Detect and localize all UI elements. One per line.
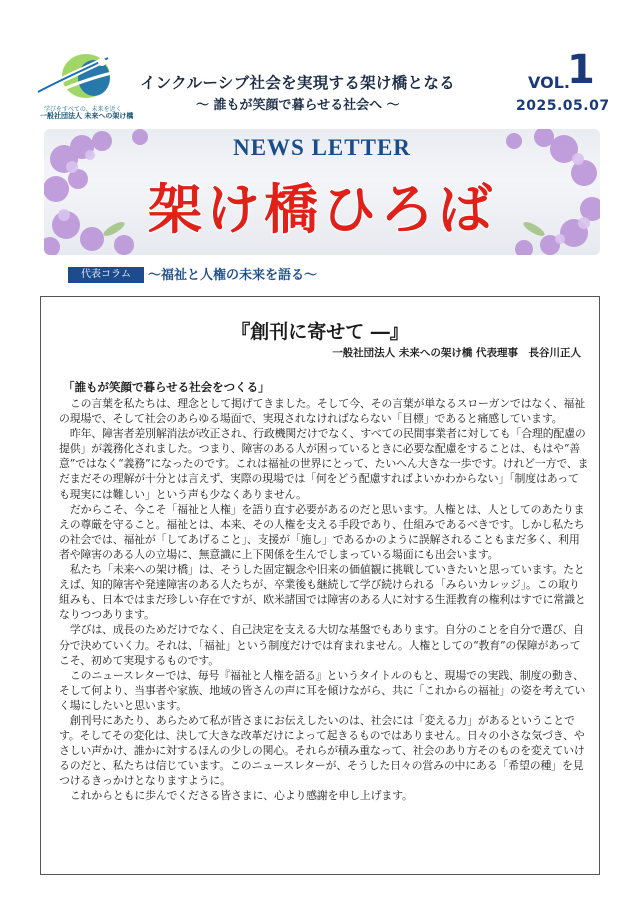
article-paragraph: この言葉を私たちは、理念として掲げてきました。そして今、その言葉が単なるスローガンではなく、福祉の現場で、そして社会のあらゆる場面で、実現されなければならない「目標」であると痛感しています。 bbox=[59, 397, 586, 426]
logo-tagline: 学びをすべての、未来を近く bbox=[44, 106, 122, 113]
article-paragraph: このニュースレターでは、毎号『福祉と人権を語る』というタイトルのもと、現場での実践、制度の動き、そして何より、当事者や家族、地域の皆さんの声に耳を傾けながら、共に「これからの福祉」の姿を考えていく場にしたいと思います。 bbox=[59, 668, 586, 712]
column-label: 代表コラム bbox=[68, 267, 144, 283]
article-subheading: 「誰もが笑顔で暮らせる社会をつくる」 bbox=[63, 380, 270, 394]
headline: インクルーシブ社会を実現する架け橋となる bbox=[140, 73, 455, 92]
newsletter-title: 架け橋ひろば bbox=[148, 178, 496, 241]
article-title: 『創刊に寄せて ―』 bbox=[231, 321, 409, 343]
article-paragraph: これからともに歩んでくださる皆さまに、心より感謝を申し上げます。 bbox=[69, 789, 413, 803]
article-author: 一般社団法人 未来への架け橋 代表理事 長谷川正人 bbox=[332, 347, 581, 359]
column-title: ～福祉と人権の未来を語る～ bbox=[148, 268, 318, 283]
issue-date: 2025.05.07 bbox=[516, 98, 610, 114]
volume-label: VOL. bbox=[528, 73, 570, 92]
article-paragraph: 創刊号にあたり、あらためて私が皆さまにお伝えしたいのは、社会には「変える力」があるということです。そしてその変化は、決して大きな改革だけによって起きるものではありません。日々の小さな気づき、やさしい声かけ、誰かに対するほんの少しの関心。それらが積み重なって、社会のあり方そのものを変えていけるのだと、私たちは信じています。このニュースレターが、そうした日々の営みの中にある「希望の種」を見つけるきっかけとなりますように。 bbox=[59, 713, 585, 788]
article-paragraph: だからこそ、今こそ「福祉と人権」を語り直す必要があるのだと思います。人権とは、人としてのあたりまえの尊厳を守ること。福祉とは、本来、その人権を支える手段であり、仕組みであるべきです。しかし私たちの社会では、福祉が「してあげること」、支援が「施し」であるかのように誤解されることもまだ多く、利用者や障害のある人の立場に、無意識に上下関係を生んでしまっている場面にも出会います。 bbox=[59, 502, 585, 561]
volume-number: 1 bbox=[567, 47, 595, 93]
article-paragraph: 学びは、成長のためだけでなく、自己決定を支える大切な基盤でもあります。自分のことを自分で選び、自分で決めていく力。それは、「福祉」という制度だけでは育まれません。人権としての“教育”の保障があってこそ、初めて実現するものです。 bbox=[59, 623, 584, 667]
newsletter-banner bbox=[44, 129, 600, 255]
article-paragraph: 私たち「未来への架け橋」は、そうした固定観念や旧来の価値観に挑戦していきたいと思っています。たとえば、知的障害や発達障害のある人たちが、卒業後も継続して学び続けられる「みらいカレッジ」。この取り組みも、日本ではまだ珍しい存在ですが、欧米諸国では障害のある人に対する生涯教育の権利はすでに常識となりつつあります。 bbox=[59, 563, 586, 622]
article-box bbox=[40, 296, 600, 875]
logo-organization-name: 一般社団法人 未来への架け橋 bbox=[40, 112, 134, 120]
newsletter-label: NEWS LETTER bbox=[233, 135, 411, 160]
subline: ～ 誰もが笑顔で暮らせる社会へ ～ bbox=[196, 98, 400, 113]
article-paragraph: 昨年、障害者差別解消法が改正され、行政機関だけでなく、すべての民間事業者に対しても「合理的配慮の提供」が義務化されました。つまり、障害のある人が困っているときに必要な配慮をすることは、もはや“善意”ではなく“義務”になったのです。これは福祉の世界にとって、たいへん大きな一歩です。けれど一方で、まだまだその理解が十分とは言えず、実際の現場では「何をどう配慮すればよいかわからない」「制度はあっても現実には難しい」という声も少なくありません。 bbox=[59, 427, 589, 501]
article-body bbox=[59, 396, 589, 804]
